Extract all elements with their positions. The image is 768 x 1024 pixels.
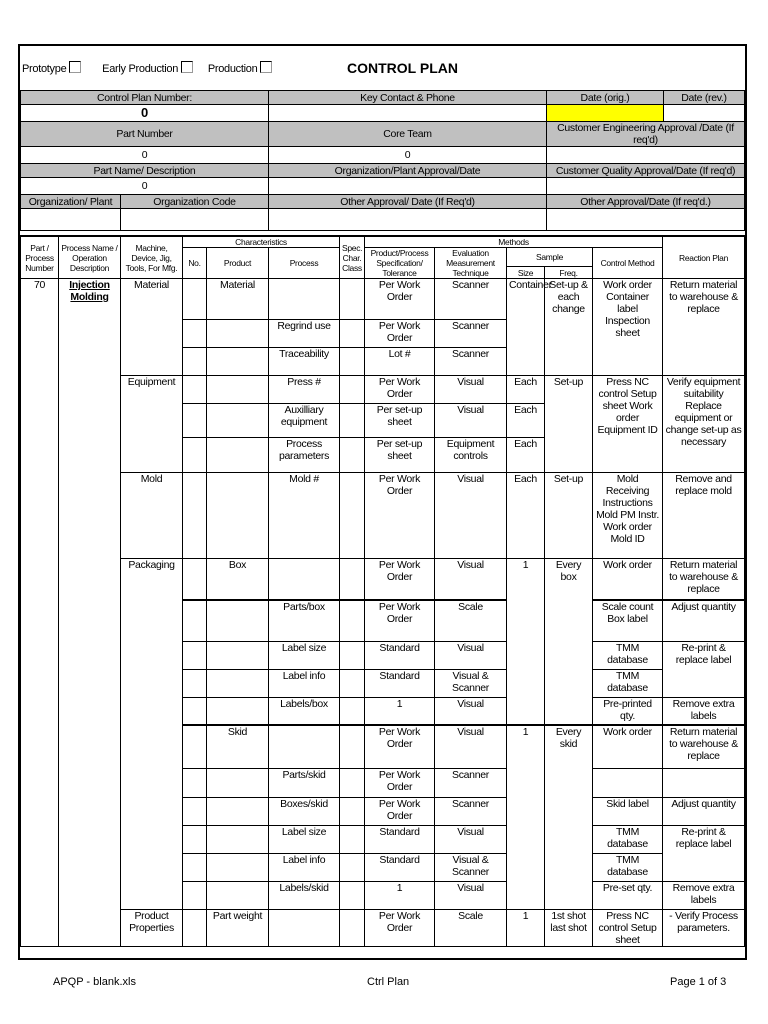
- table-cell: [20, 46, 320, 90]
- eval-cell: Visual: [435, 404, 507, 438]
- spec-cell: Per set-up sheet: [365, 404, 435, 438]
- control-cell: Pre-set qty.: [593, 882, 663, 910]
- core-team-field[interactable]: 0: [269, 147, 547, 164]
- part-name-label: Part Name/ Description: [21, 164, 269, 178]
- org-plant-label: Organization/ Plant: [21, 195, 121, 209]
- size-cell: Each: [507, 438, 545, 473]
- spec-cell: Per Work Order: [365, 473, 435, 559]
- reaction-cell: Return material to warehouse & replace: [663, 559, 745, 600]
- spec-cell: Lot #: [365, 348, 435, 376]
- machine-cell: Equipment: [121, 376, 183, 473]
- col-spec-tolerance: Product/Process Specification/ Tolerance: [365, 248, 435, 279]
- key-contact-field[interactable]: [269, 105, 547, 122]
- footer-sheet: Ctrl Plan: [367, 976, 410, 988]
- table-cell: [340, 473, 365, 559]
- table-cell: [183, 698, 207, 725]
- footer-page: Page 1 of 3: [670, 976, 727, 988]
- date-orig-field[interactable]: [547, 105, 664, 122]
- col-freq: Freq.: [545, 267, 593, 279]
- table-cell: [183, 376, 207, 404]
- eval-cell: Scale: [435, 910, 507, 947]
- org-code-label: Organization Code: [121, 195, 269, 209]
- size-cell: Each: [507, 404, 545, 438]
- process-cell: Press #: [269, 376, 340, 404]
- table-cell: [269, 910, 340, 947]
- table-cell: [207, 404, 269, 438]
- col-characteristics: Characteristics: [183, 236, 340, 248]
- eval-cell: Visual: [435, 473, 507, 559]
- eval-cell: Scanner: [435, 798, 507, 826]
- table-cell: [269, 559, 340, 600]
- table-cell: [340, 882, 365, 910]
- spec-cell: 1: [365, 698, 435, 725]
- col-size: Size: [507, 267, 545, 279]
- process-cell: Label size: [269, 642, 340, 670]
- reaction-cell: Return material to warehouse & replace: [663, 725, 745, 769]
- size-cell: Each: [507, 473, 545, 559]
- spec-cell: Per Work Order: [365, 725, 435, 769]
- table-cell: [340, 559, 365, 600]
- spec-cell: Per Work Order: [365, 769, 435, 798]
- product-cell: Part weight: [207, 910, 269, 947]
- spec-cell: Standard: [365, 642, 435, 670]
- reaction-cell: - Verify Process parameters.: [663, 910, 745, 947]
- table-cell: [183, 559, 207, 600]
- table-cell: [183, 438, 207, 473]
- reaction-cell: Return material to warehouse & replace: [663, 279, 745, 376]
- table-cell: [183, 404, 207, 438]
- table-cell: [183, 670, 207, 698]
- col-process: Process: [269, 248, 340, 279]
- table-cell: [593, 769, 663, 798]
- control-cell: TMM database: [593, 854, 663, 882]
- table-cell: [340, 670, 365, 698]
- eval-cell: Visual: [435, 826, 507, 854]
- table-cell: [340, 376, 365, 404]
- eval-cell: Visual: [435, 725, 507, 769]
- org-plant-field[interactable]: [21, 209, 121, 231]
- reaction-cell: Adjust quantity: [663, 798, 745, 826]
- cust-eng-approval-label: Customer Engineering Approval /Date (If req'd): [547, 122, 745, 147]
- table-cell: [340, 769, 365, 798]
- col-machine: Machine, Device, Jig, Tools, For Mfg.: [121, 236, 183, 279]
- spec-cell: Per Work Order: [365, 600, 435, 642]
- process-cell: Label info: [269, 854, 340, 882]
- table-cell: [207, 854, 269, 882]
- table-cell: [340, 854, 365, 882]
- process-cell: Labels/box: [269, 698, 340, 725]
- reaction-cell: Remove and replace mold: [663, 473, 745, 559]
- freq-cell: Set-up & each change: [545, 279, 593, 376]
- table-cell: [183, 798, 207, 826]
- eval-cell: Scanner: [435, 348, 507, 376]
- production-checkbox[interactable]: [260, 61, 272, 73]
- key-contact-label: Key Contact & Phone: [269, 91, 547, 105]
- part-number-cell: 70: [21, 279, 59, 947]
- table-cell: [207, 698, 269, 725]
- eval-cell: Scale: [435, 600, 507, 642]
- col-process-name: Process Name / Operation Description: [59, 236, 121, 279]
- other-approval-label: Other Approval/ Date (If Req'd): [269, 195, 547, 209]
- other-approval2-label: Other Approval/Date (If req'd.): [547, 195, 745, 209]
- footer-file: APQP - blank.xls: [53, 976, 136, 988]
- eval-cell: Scanner: [435, 769, 507, 798]
- table-cell: [340, 404, 365, 438]
- table-cell: [183, 769, 207, 798]
- control-cell: TMM database: [593, 642, 663, 670]
- freq-cell: Every box: [545, 559, 593, 725]
- spec-cell: Standard: [365, 826, 435, 854]
- table-cell: [183, 826, 207, 854]
- eval-cell: Scanner: [435, 279, 507, 320]
- reaction-cell: Re-print & replace label: [663, 826, 745, 882]
- table-cell: [183, 600, 207, 642]
- control-cell: Press NC control Setup sheet Work order Equipment ID: [593, 376, 663, 473]
- eval-cell: Scanner: [435, 320, 507, 348]
- reaction-cell: Remove extra labels: [663, 882, 745, 910]
- eval-cell: Visual: [435, 698, 507, 725]
- table-cell: [207, 769, 269, 798]
- process-cell: Traceability: [269, 348, 340, 376]
- product-cell: Skid: [207, 725, 269, 769]
- freq-cell: Set-up: [545, 376, 593, 473]
- table-cell: [590, 46, 745, 90]
- eval-cell: Equipment controls: [435, 438, 507, 473]
- col-evaluation: Evaluation Measurement Technique: [435, 248, 507, 279]
- table-cell: [340, 438, 365, 473]
- control-plan-number-field[interactable]: 0: [21, 105, 269, 122]
- spec-cell: Per Work Order: [365, 376, 435, 404]
- product-cell: Box: [207, 559, 269, 600]
- process-cell: Label info: [269, 670, 340, 698]
- table-cell: [207, 376, 269, 404]
- spec-cell: Standard: [365, 854, 435, 882]
- col-spec-char-class: Spec. Char. Class: [340, 236, 365, 279]
- control-cell: Scale count Box label: [593, 600, 663, 642]
- eval-cell: Visual & Scanner: [435, 670, 507, 698]
- machine-cell: Product Properties: [121, 910, 183, 947]
- product-cell: Material: [207, 279, 269, 320]
- process-cell: Auxilliary equipment: [269, 404, 340, 438]
- spec-cell: Per Work Order: [365, 279, 435, 320]
- table-cell: [207, 600, 269, 642]
- date-orig-label: Date (orig.): [547, 91, 664, 105]
- spec-cell: 1: [365, 882, 435, 910]
- org-plant-approval-field[interactable]: [269, 178, 547, 195]
- table-cell: [269, 725, 340, 769]
- col-product: Product: [207, 248, 269, 279]
- control-cell: Pre-printed qty.: [593, 698, 663, 725]
- table-cell: [183, 882, 207, 910]
- org-code-field[interactable]: [121, 209, 269, 231]
- reaction-cell: Remove extra labels: [663, 698, 745, 725]
- spec-class-cell: [340, 279, 365, 320]
- table-cell: [207, 798, 269, 826]
- operation-name-cell: Injection Molding: [59, 279, 121, 947]
- eval-cell: Visual: [435, 376, 507, 404]
- spec-cell: Standard: [365, 670, 435, 698]
- freq-cell: Set-up: [545, 473, 593, 559]
- other-approval-field[interactable]: [269, 209, 547, 231]
- control-plan-table: [20, 235, 745, 947]
- col-sample: Sample: [507, 248, 593, 267]
- spec-cell: Per Work Order: [365, 798, 435, 826]
- table-cell: [207, 473, 269, 559]
- freq-cell: 1st shot last shot: [545, 910, 593, 947]
- early-production-checkbox[interactable]: [181, 61, 193, 73]
- table-cell: [340, 725, 365, 769]
- control-cell: Skid label: [593, 798, 663, 826]
- table-cell: [663, 769, 745, 798]
- control-cell: Mold Receiving Instructions Mold PM Instr. Work order Mold ID: [593, 473, 663, 559]
- table-cell: [340, 910, 365, 947]
- prototype-label: Prototype: [22, 63, 67, 75]
- reaction-cell: Adjust quantity: [663, 600, 745, 642]
- spec-cell: Per Work Order: [365, 910, 435, 947]
- table-cell: [183, 910, 207, 947]
- reaction-cell: Verify equipment suitability Replace equipment or change set-up as necessary: [663, 376, 745, 473]
- process-cell: Labels/skid: [269, 882, 340, 910]
- plan-type-row: [20, 46, 745, 90]
- size-cell: 1: [507, 559, 545, 725]
- table-cell: [207, 670, 269, 698]
- prototype-checkbox[interactable]: [69, 61, 81, 73]
- part-number-label: Part Number: [21, 122, 269, 147]
- org-plant-approval-label: Organization/Plant Approval/Date: [269, 164, 547, 178]
- col-methods: Methods: [365, 236, 663, 248]
- col-part-process-number: Part / Process Number: [21, 236, 59, 279]
- part-name-field[interactable]: 0: [21, 178, 269, 195]
- early-production-label: Early Production: [102, 63, 179, 75]
- cust-quality-approval-label: Customer Quality Approval/Date (If req'd): [547, 164, 745, 178]
- table-cell: [340, 698, 365, 725]
- table-cell: [340, 320, 365, 348]
- table-cell: [207, 320, 269, 348]
- process-cell: Mold #: [269, 473, 340, 559]
- eval-cell: Visual: [435, 559, 507, 600]
- table-cell: [183, 725, 207, 769]
- table-cell: [340, 826, 365, 854]
- size-cell: 1: [507, 725, 545, 910]
- size-cell: Container: [507, 279, 545, 376]
- eval-cell: Visual: [435, 642, 507, 670]
- process-cell: Regrind use: [269, 320, 340, 348]
- header-info: [20, 90, 745, 231]
- control-cell: TMM database: [593, 826, 663, 854]
- process-cell: [269, 279, 340, 320]
- process-cell: Boxes/skid: [269, 798, 340, 826]
- reaction-cell: Re-print & replace label: [663, 642, 745, 698]
- table-cell: [207, 882, 269, 910]
- table-cell: [340, 642, 365, 670]
- core-team-label: Core Team: [269, 122, 547, 147]
- cust-quality-approval-field[interactable]: [547, 178, 745, 195]
- col-control-method: Control Method: [593, 248, 663, 279]
- table-cell: [207, 642, 269, 670]
- freq-cell: Every skid: [545, 725, 593, 910]
- process-cell: Label size: [269, 826, 340, 854]
- machine-cell: Material: [121, 279, 183, 376]
- table-cell: [183, 348, 207, 376]
- table-cell: [207, 348, 269, 376]
- table-cell: [340, 348, 365, 376]
- table-cell: [183, 473, 207, 559]
- table-cell: [183, 320, 207, 348]
- machine-cell: Mold: [121, 473, 183, 559]
- table-cell: [340, 798, 365, 826]
- process-cell: Parts/box: [269, 600, 340, 642]
- table-cell: [340, 600, 365, 642]
- spec-cell: Per Work Order: [365, 320, 435, 348]
- no-cell: [183, 279, 207, 320]
- machine-cell: Packaging: [121, 559, 183, 910]
- date-rev-label: Date (rev.): [664, 91, 745, 105]
- spec-cell: Per set-up sheet: [365, 438, 435, 473]
- production-label: Production: [207, 63, 258, 75]
- control-plan-sheet: [18, 44, 747, 960]
- size-cell: Each: [507, 376, 545, 404]
- table-cell: [183, 642, 207, 670]
- process-cell: Parts/skid: [269, 769, 340, 798]
- table-cell: [207, 438, 269, 473]
- page-title: CONTROL PLAN: [347, 60, 458, 76]
- part-number-field[interactable]: 0: [21, 147, 269, 164]
- col-no: No.: [183, 248, 207, 279]
- table-cell: [183, 854, 207, 882]
- control-cell: Work order Container label Inspection sheet: [593, 279, 663, 376]
- control-cell: Work order: [593, 559, 663, 600]
- control-plan-number-label: Control Plan Number:: [21, 91, 269, 105]
- other-approval2-field[interactable]: [547, 209, 745, 231]
- date-rev-field[interactable]: [664, 105, 745, 122]
- control-cell: TMM database: [593, 670, 663, 698]
- process-cell: Process parameters: [269, 438, 340, 473]
- col-reaction-plan: Reaction Plan: [663, 236, 745, 279]
- control-cell: Work order: [593, 725, 663, 769]
- eval-cell: Visual: [435, 882, 507, 910]
- cust-eng-approval-field[interactable]: [547, 147, 745, 164]
- spec-cell: Per Work Order: [365, 559, 435, 600]
- size-cell: 1: [507, 910, 545, 947]
- control-cell: Press NC control Setup sheet: [593, 910, 663, 947]
- table-cell: [207, 826, 269, 854]
- eval-cell: Visual & Scanner: [435, 854, 507, 882]
